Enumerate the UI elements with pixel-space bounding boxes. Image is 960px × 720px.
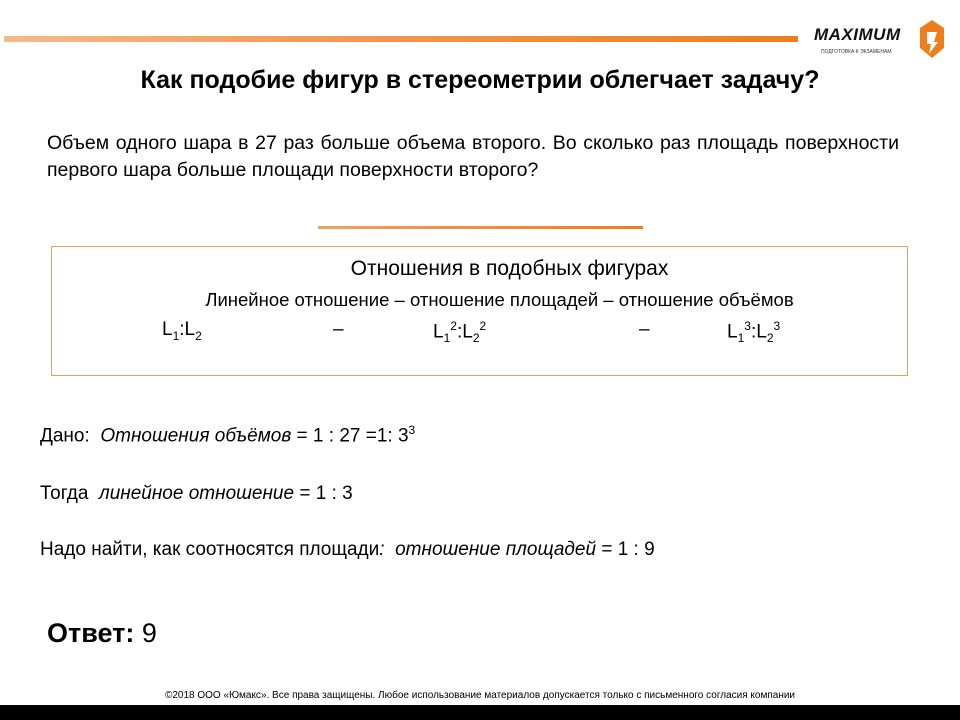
ratio-dash: – [639, 319, 650, 340]
problem-statement: Объем одного шара в 27 раз больше объема второго. Во сколько раз площадь поверхности первого шара больше площади поверхности второго? [47, 132, 899, 181]
then-line: Тогда линейное отношение = 1 : 3 [40, 483, 353, 504]
header-accent-line [4, 36, 798, 42]
area-ratio-formula: $L_1^2:L_2^2$ [433, 319, 487, 346]
answer-value: 9 [141, 618, 157, 648]
ratio-dash: – [333, 319, 344, 340]
find-line: Надо найти, как соотносятся площади: отношение площадей = 1 : 9 [40, 539, 655, 560]
ratios-box-subtitle: Линейное отношение – отношение площадей – отношение объёмов [205, 289, 794, 310]
volume-ratio-formula: $L_1^3:L_2^3$ [727, 319, 781, 346]
section-divider [318, 226, 643, 229]
answer-line: Ответ: 9 [47, 618, 157, 648]
page-title: Как подобие фигур в стереометрии облегчает задачу? [140, 66, 820, 94]
logo-word: MAXIMUM [814, 25, 901, 44]
maximum-logo [814, 18, 946, 62]
copyright-notice: ©2018 ООО «Юмакс». Все права защищены. Любое использование материалов допускается только с письменного согласия компании [164, 690, 796, 701]
logo-tagline: ПОДГОТОВКА К ЭКЗАМЕНАМ [821, 49, 892, 55]
linear-ratio-formula: $L_1:L_2$ [162, 319, 202, 343]
ratios-box-title: Отношения в подобных фигурах [350, 257, 669, 280]
given-line: Дано: Отношения объёмов = 1 : 27 =1: $3^3$ [40, 423, 416, 447]
similarity-ratios-box [51, 246, 908, 376]
logo-emblem-icon [916, 18, 946, 62]
footer-bar [0, 705, 960, 720]
